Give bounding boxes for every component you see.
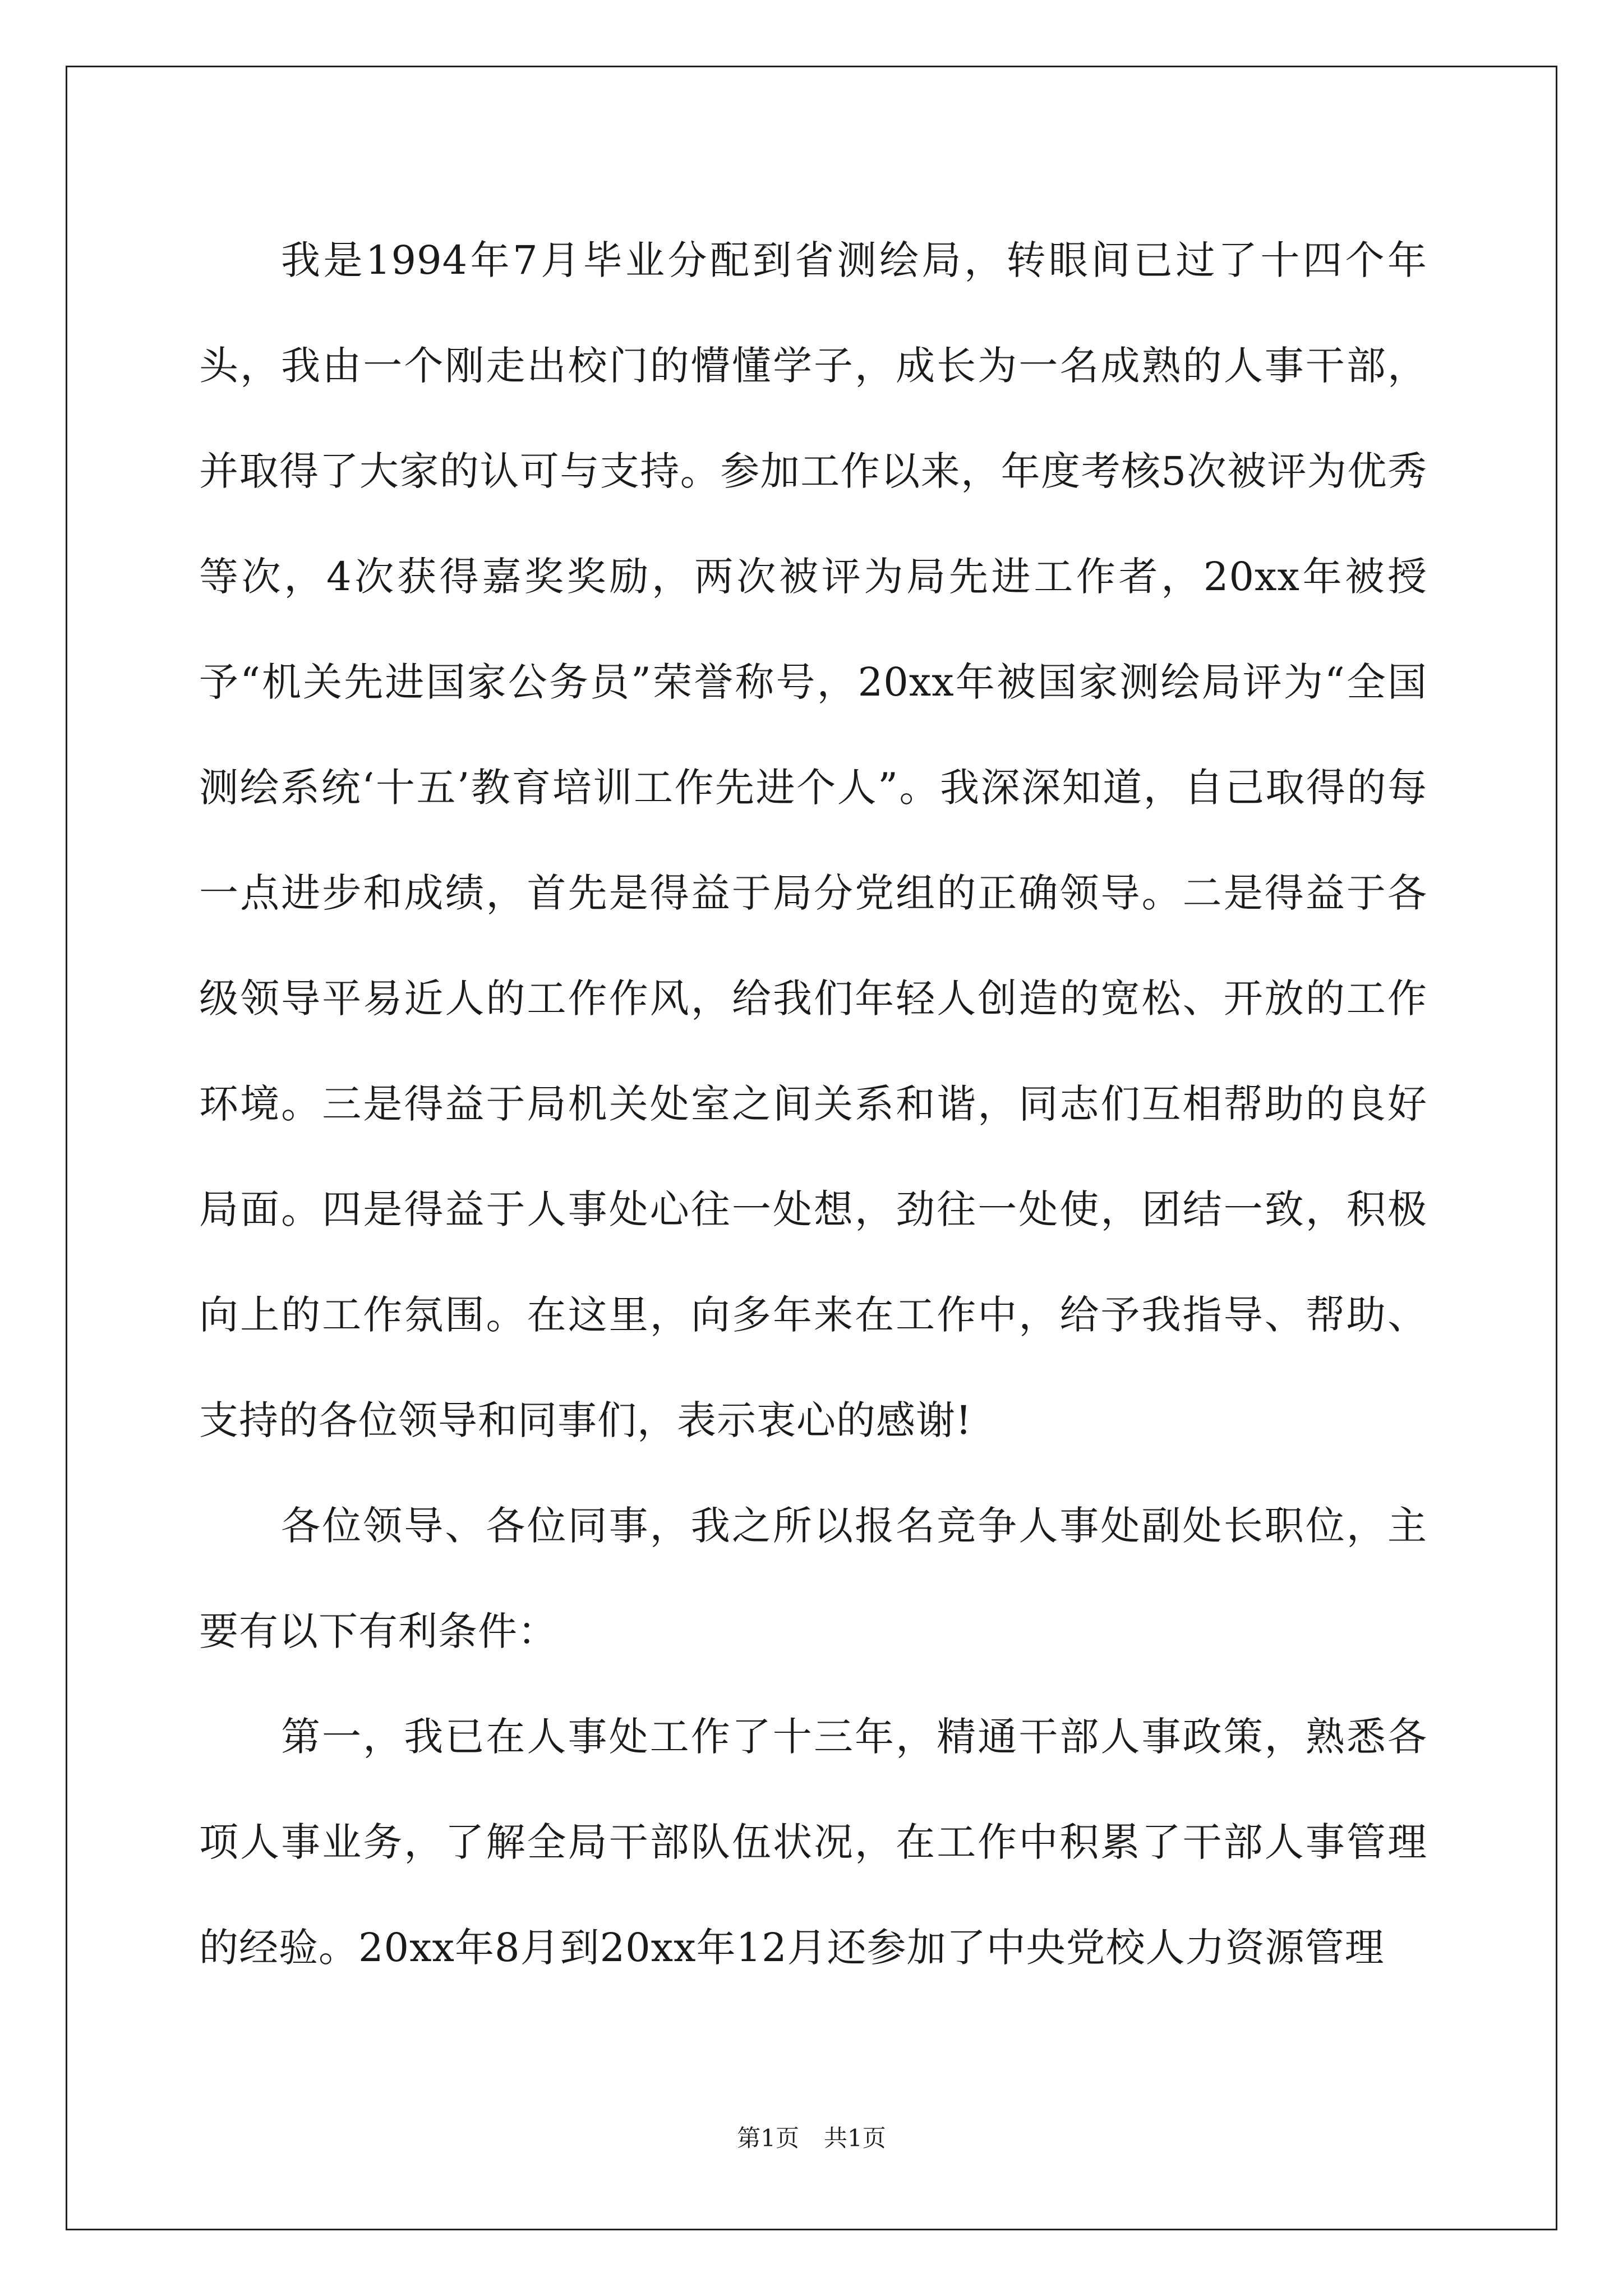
page-footer <box>0 2122 1623 2155</box>
paragraph-reasons: 各位领导、各位同事，我之所以报名竞争人事处副处长职位，主要有以下有利条件： <box>199 1503 1427 1654</box>
page-total: 共1页 <box>824 2124 886 2152</box>
paragraph-intro: 我是1994年7月毕业分配到省测绘局，转眼间已过了十四个年头，我由一个刚走出校门的懵懂学子，成长为一名成熟的人事干部，并取得了大家的认可与支持。参加工作以来，年度考核5次被评为优秀等次，4次获得嘉奖奖励，两次被评为局先进工作者，20xx年被授予“机关先进国家公务员”荣誉称号，20xx年被国家测绘局评为“全国测绘系统‘十五’教育培训工作先进个人”。我深深知道，自己取得的每一点进步和成绩，首先是得益于局分党组的正确领导。二是得益于各级领导平易近人的工作作风，给我们年轻人创造的宽松、开放的工作环境。三是得益于局机关处室之间关系和谐，同志们互相帮助的良好局面。四是得益于人事处心往一处想，劲往一处使，团结一致，积极向上的工作氛围。在这里，向多年来在工作中，给予我指导、帮助、支持的各位领导和同事们，表示衷心的感谢! <box>199 237 1427 1443</box>
paragraph-first-condition: 第一，我已在人事处工作了十三年，精通干部人事政策，熟悉各项人事业务，了解全局干部队伍状况，在工作中积累了干部人事管理的经验。20xx年8月到20xx年12月还参加了中央党校人力资源管理 <box>199 1714 1427 1971</box>
page-number: 第1页 <box>737 2124 799 2152</box>
document-body <box>199 208 1427 2000</box>
